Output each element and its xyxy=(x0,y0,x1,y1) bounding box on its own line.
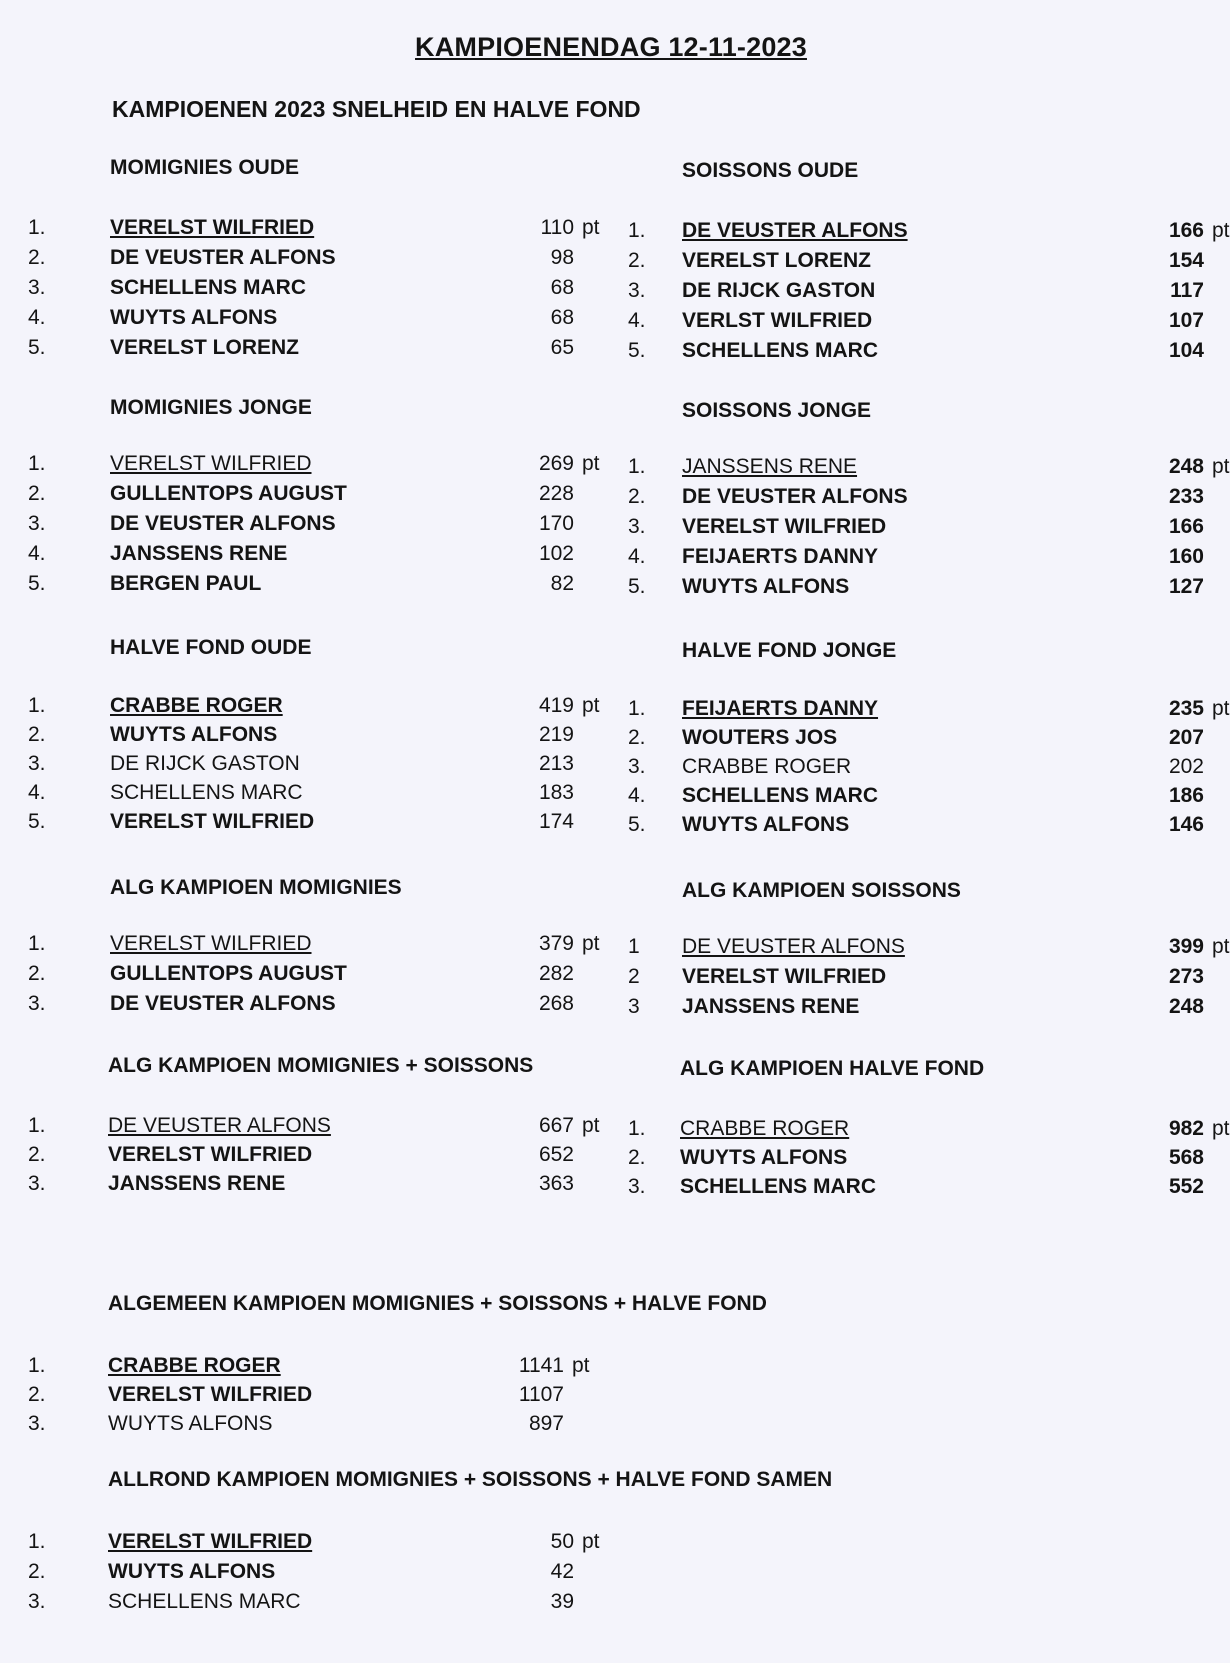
points: 68 xyxy=(550,306,574,329)
result-row xyxy=(28,216,600,246)
points-unit: pt xyxy=(1212,455,1230,478)
points: 110 xyxy=(540,216,574,239)
rank: 2. xyxy=(28,1143,46,1166)
points: 202 xyxy=(1168,755,1204,778)
rank: 1. xyxy=(28,216,46,239)
result-row xyxy=(28,1383,928,1413)
competitor-name: VERELST WILFRIED xyxy=(110,452,312,475)
section-title: HALVE FOND JONGE xyxy=(682,639,897,662)
section-alg-kampioen-momignies-soissons xyxy=(28,1050,600,1211)
result-row xyxy=(28,572,588,602)
section-alg-kampioen-soissons xyxy=(628,875,1230,1035)
section-halve-fond-jonge xyxy=(628,635,1230,852)
rank: 4. xyxy=(28,542,46,565)
result-row xyxy=(28,1560,928,1590)
rank: 5. xyxy=(28,336,46,359)
section-momignies-oude xyxy=(28,152,600,376)
result-row xyxy=(28,1354,928,1384)
rank: 5. xyxy=(28,810,46,833)
competitor-name: DE RIJCK GASTON xyxy=(682,279,876,302)
result-row xyxy=(628,279,1204,309)
points: 127 xyxy=(1168,575,1204,598)
points: 65 xyxy=(550,336,574,359)
result-row xyxy=(628,1146,1204,1176)
rank: 3. xyxy=(628,279,646,302)
rank: 3. xyxy=(28,512,46,535)
rank: 1. xyxy=(628,697,646,720)
section-title: SOISSONS OUDE xyxy=(682,159,859,182)
rank: 3. xyxy=(28,752,46,775)
points: 363 xyxy=(538,1172,574,1195)
rank: 3. xyxy=(628,1175,646,1198)
points-unit: pt xyxy=(582,452,600,475)
competitor-name: VERELST WILFRIED xyxy=(110,810,315,833)
section-title: MOMIGNIES JONGE xyxy=(110,396,312,419)
rank: 4. xyxy=(628,309,646,332)
competitor-name: SCHELLENS MARC xyxy=(680,1175,877,1198)
rank: 4. xyxy=(628,545,646,568)
competitor-name: WUYTS ALFONS xyxy=(110,723,278,746)
points: 379 xyxy=(538,932,574,955)
rank: 5. xyxy=(28,572,46,595)
result-row xyxy=(628,575,1204,605)
points: 39 xyxy=(550,1590,574,1613)
points: 183 xyxy=(538,781,574,804)
rank: 2. xyxy=(28,723,46,746)
points: 1141 xyxy=(518,1354,564,1377)
points: 213 xyxy=(538,752,574,775)
result-row xyxy=(628,965,1204,995)
points: 68 xyxy=(550,276,574,299)
result-row xyxy=(28,992,588,1022)
section-title: ALG KAMPIOEN HALVE FOND xyxy=(680,1057,985,1080)
points: 107 xyxy=(1168,309,1204,332)
result-row xyxy=(28,694,600,724)
points: 102 xyxy=(538,542,574,565)
rank: 3. xyxy=(28,276,46,299)
competitor-name: DE VEUSTER ALFONS xyxy=(682,935,905,958)
points-unit: pt xyxy=(1212,1117,1230,1140)
points: 282 xyxy=(538,962,574,985)
competitor-name: SCHELLENS MARC xyxy=(108,1590,301,1613)
section-title: ALG KAMPIOEN SOISSONS xyxy=(682,879,961,902)
section-alg-kampioen-halve-fond xyxy=(628,1053,1230,1214)
points: 154 xyxy=(1168,249,1204,272)
result-row xyxy=(628,309,1204,339)
rank: 2. xyxy=(628,249,646,272)
result-row xyxy=(28,512,588,542)
result-row xyxy=(628,726,1204,756)
rank: 2 xyxy=(628,965,640,988)
result-row xyxy=(28,482,588,512)
rank: 2. xyxy=(628,726,646,749)
competitor-name: JANSSENS RENE xyxy=(110,542,288,565)
result-row xyxy=(28,336,588,366)
points: 269 xyxy=(538,452,574,475)
rank: 3. xyxy=(628,515,646,538)
competitor-name: DE VEUSTER ALFONS xyxy=(110,512,336,535)
section-title: SOISSONS JONGE xyxy=(682,399,872,422)
points: 248 xyxy=(1168,995,1204,1018)
competitor-name: DE VEUSTER ALFONS xyxy=(110,246,336,269)
points: 98 xyxy=(550,246,574,269)
points: 552 xyxy=(1168,1175,1204,1198)
rank: 1. xyxy=(28,1114,46,1137)
rank: 2. xyxy=(28,1560,46,1583)
result-row xyxy=(28,1530,928,1560)
rank: 3 xyxy=(628,995,640,1018)
competitor-name: DE VEUSTER ALFONS xyxy=(108,1114,331,1137)
rank: 3. xyxy=(28,992,46,1015)
competitor-name: WOUTERS JOS xyxy=(682,726,838,749)
result-row xyxy=(628,455,1230,485)
rank: 3. xyxy=(28,1590,46,1613)
rank: 1. xyxy=(28,452,46,475)
points: 652 xyxy=(538,1143,574,1166)
section-title: HALVE FOND OUDE xyxy=(110,636,312,659)
result-row xyxy=(28,723,588,753)
rank: 1. xyxy=(628,1117,646,1140)
points: 174 xyxy=(538,810,574,833)
section-title: ALLROND KAMPIOEN MOMIGNIES + SOISSONS + HALVE FOND SAMEN xyxy=(108,1468,833,1491)
points: 166 xyxy=(1168,515,1204,538)
rank: 2. xyxy=(628,485,646,508)
page-title: KAMPIOENENDAG 12-11-2023 xyxy=(415,32,807,62)
result-row xyxy=(28,542,588,572)
rank: 2. xyxy=(628,1146,646,1169)
result-row xyxy=(628,515,1204,545)
points-unit: pt xyxy=(582,932,600,955)
competitor-name: WUYTS ALFONS xyxy=(110,306,278,329)
rank: 4. xyxy=(28,306,46,329)
points: 399 xyxy=(1168,935,1204,958)
points-unit: pt xyxy=(582,1114,600,1137)
competitor-name: VERELST WILFRIED xyxy=(108,1530,313,1553)
result-row xyxy=(628,339,1204,369)
rank: 5. xyxy=(628,813,646,836)
competitor-name: VERELST WILFRIED xyxy=(682,515,887,538)
rank: 2. xyxy=(28,246,46,269)
points-unit: pt xyxy=(1212,219,1230,242)
points: 228 xyxy=(538,482,574,505)
points: 233 xyxy=(1168,485,1204,508)
points-unit: pt xyxy=(582,216,600,239)
rank: 1 xyxy=(628,935,640,958)
points: 186 xyxy=(1168,784,1204,807)
points: 268 xyxy=(538,992,574,1015)
competitor-name: CRABBE ROGER xyxy=(680,1117,850,1140)
rank: 4. xyxy=(628,784,646,807)
points: 1107 xyxy=(518,1383,564,1406)
section-soissons-jonge xyxy=(628,395,1230,615)
rank: 1. xyxy=(28,932,46,955)
result-row xyxy=(28,1143,588,1173)
result-row xyxy=(28,962,588,992)
section-title: ALGEMEEN KAMPIOEN MOMIGNIES + SOISSONS + HALVE FOND xyxy=(108,1292,767,1315)
competitor-name: SCHELLENS MARC xyxy=(110,276,307,299)
section-title: ALG KAMPIOEN MOMIGNIES + SOISSONS xyxy=(108,1054,534,1077)
competitor-name: DE RIJCK GASTON xyxy=(110,752,300,775)
points-unit: pt xyxy=(1212,935,1230,958)
competitor-name: JANSSENS RENE xyxy=(682,995,860,1018)
competitor-name: FEIJAERTS DANNY xyxy=(682,697,879,720)
competitor-name: WUYTS ALFONS xyxy=(108,1560,276,1583)
points: 568 xyxy=(1168,1146,1204,1169)
competitor-name: CRABBE ROGER xyxy=(110,694,283,717)
points-unit: pt xyxy=(572,1354,590,1377)
points-unit: pt xyxy=(582,1530,600,1553)
points-unit: pt xyxy=(582,694,600,717)
result-row xyxy=(28,752,588,782)
competitor-name: DE VEUSTER ALFONS xyxy=(682,485,908,508)
result-row xyxy=(628,935,1230,965)
points-unit: pt xyxy=(1212,697,1230,720)
result-row xyxy=(28,932,600,962)
points: 248 xyxy=(1168,455,1204,478)
points: 207 xyxy=(1168,726,1204,749)
result-row xyxy=(628,813,1204,843)
result-row xyxy=(28,810,588,840)
points: 42 xyxy=(550,1560,574,1583)
competitor-name: VERLST WILFRIED xyxy=(682,309,873,332)
points: 160 xyxy=(1168,545,1204,568)
result-row xyxy=(28,1172,588,1202)
competitor-name: DE VEUSTER ALFONS xyxy=(682,219,908,242)
rank: 1. xyxy=(28,1354,46,1377)
competitor-name: VERELST WILFRIED xyxy=(110,932,312,955)
result-row xyxy=(628,995,1204,1025)
rank: 2. xyxy=(28,482,46,505)
result-row xyxy=(28,276,588,306)
points: 235 xyxy=(1168,697,1204,720)
points: 897 xyxy=(528,1412,564,1435)
competitor-name: VERELST WILFRIED xyxy=(110,216,315,239)
competitor-name: BERGEN PAUL xyxy=(110,572,262,595)
competitor-name: SCHELLENS MARC xyxy=(682,784,879,807)
result-row xyxy=(28,1114,600,1144)
points: 170 xyxy=(538,512,574,535)
rank: 4. xyxy=(28,781,46,804)
result-row xyxy=(628,755,1204,785)
result-row xyxy=(28,1412,928,1442)
competitor-name: SCHELLENS MARC xyxy=(110,781,303,804)
points: 219 xyxy=(538,723,574,746)
result-row xyxy=(28,452,600,482)
competitor-name: FEIJAERTS DANNY xyxy=(682,545,879,568)
points: 82 xyxy=(550,572,574,595)
rank: 1. xyxy=(28,694,46,717)
section-soissons-oude xyxy=(628,155,1230,379)
result-row xyxy=(28,1590,928,1620)
competitor-name: VERELST WILFRIED xyxy=(682,965,887,988)
result-row xyxy=(28,781,588,811)
competitor-name: WUYTS ALFONS xyxy=(680,1146,848,1169)
competitor-name: WUYTS ALFONS xyxy=(682,813,850,836)
competitor-name: VERELST WILFRIED xyxy=(108,1383,313,1406)
section-allrond-kampioen xyxy=(28,1464,928,1630)
rank: 1. xyxy=(28,1530,46,1553)
competitor-name: GULLENTOPS AUGUST xyxy=(110,482,347,505)
points: 982 xyxy=(1168,1117,1204,1140)
section-title: ALG KAMPIOEN MOMIGNIES xyxy=(110,876,402,899)
points: 419 xyxy=(538,694,574,717)
competitor-name: CRABBE ROGER xyxy=(108,1354,281,1377)
competitor-name: GULLENTOPS AUGUST xyxy=(110,962,347,985)
points: 146 xyxy=(1168,813,1204,836)
rank: 5. xyxy=(628,339,646,362)
result-row xyxy=(628,784,1204,814)
competitor-name: VERELST LORENZ xyxy=(110,336,300,359)
section-title: MOMIGNIES OUDE xyxy=(110,156,300,179)
result-row xyxy=(28,246,588,276)
result-row xyxy=(628,1117,1230,1147)
points: 104 xyxy=(1168,339,1204,362)
result-row xyxy=(628,219,1230,249)
points: 273 xyxy=(1168,965,1204,988)
section-alg-kampioen-momignies xyxy=(28,872,600,1032)
rank: 2. xyxy=(28,1383,46,1406)
result-row xyxy=(628,697,1230,727)
competitor-name: JANSSENS RENE xyxy=(682,455,858,478)
result-row xyxy=(628,1175,1204,1205)
points: 166 xyxy=(1168,219,1204,242)
points: 50 xyxy=(550,1530,574,1553)
rank: 5. xyxy=(628,575,646,598)
competitor-name: SCHELLENS MARC xyxy=(682,339,879,362)
rank: 1. xyxy=(628,455,646,478)
competitor-name: CRABBE ROGER xyxy=(682,755,852,778)
rank: 3. xyxy=(628,755,646,778)
rank: 1. xyxy=(628,219,646,242)
result-row xyxy=(28,306,588,336)
competitor-name: VERELST WILFRIED xyxy=(108,1143,313,1166)
competitor-name: WUYTS ALFONS xyxy=(108,1412,273,1435)
competitor-name: VERELST LORENZ xyxy=(682,249,872,272)
result-row xyxy=(628,485,1204,515)
competitor-name: WUYTS ALFONS xyxy=(682,575,850,598)
section-algemeen-kampioen xyxy=(28,1288,928,1451)
rank: 2. xyxy=(28,962,46,985)
competitor-name: JANSSENS RENE xyxy=(108,1172,286,1195)
rank: 3. xyxy=(28,1412,46,1435)
points: 117 xyxy=(1170,279,1204,302)
competitor-name: DE VEUSTER ALFONS xyxy=(110,992,336,1015)
points: 667 xyxy=(538,1114,574,1137)
result-row xyxy=(628,249,1204,279)
section-momignies-jonge xyxy=(28,392,600,612)
section-halve-fond-oude xyxy=(28,632,600,849)
page-subtitle: KAMPIOENEN 2023 SNELHEID EN HALVE FOND xyxy=(112,96,641,122)
rank: 3. xyxy=(28,1172,46,1195)
result-row xyxy=(628,545,1204,575)
